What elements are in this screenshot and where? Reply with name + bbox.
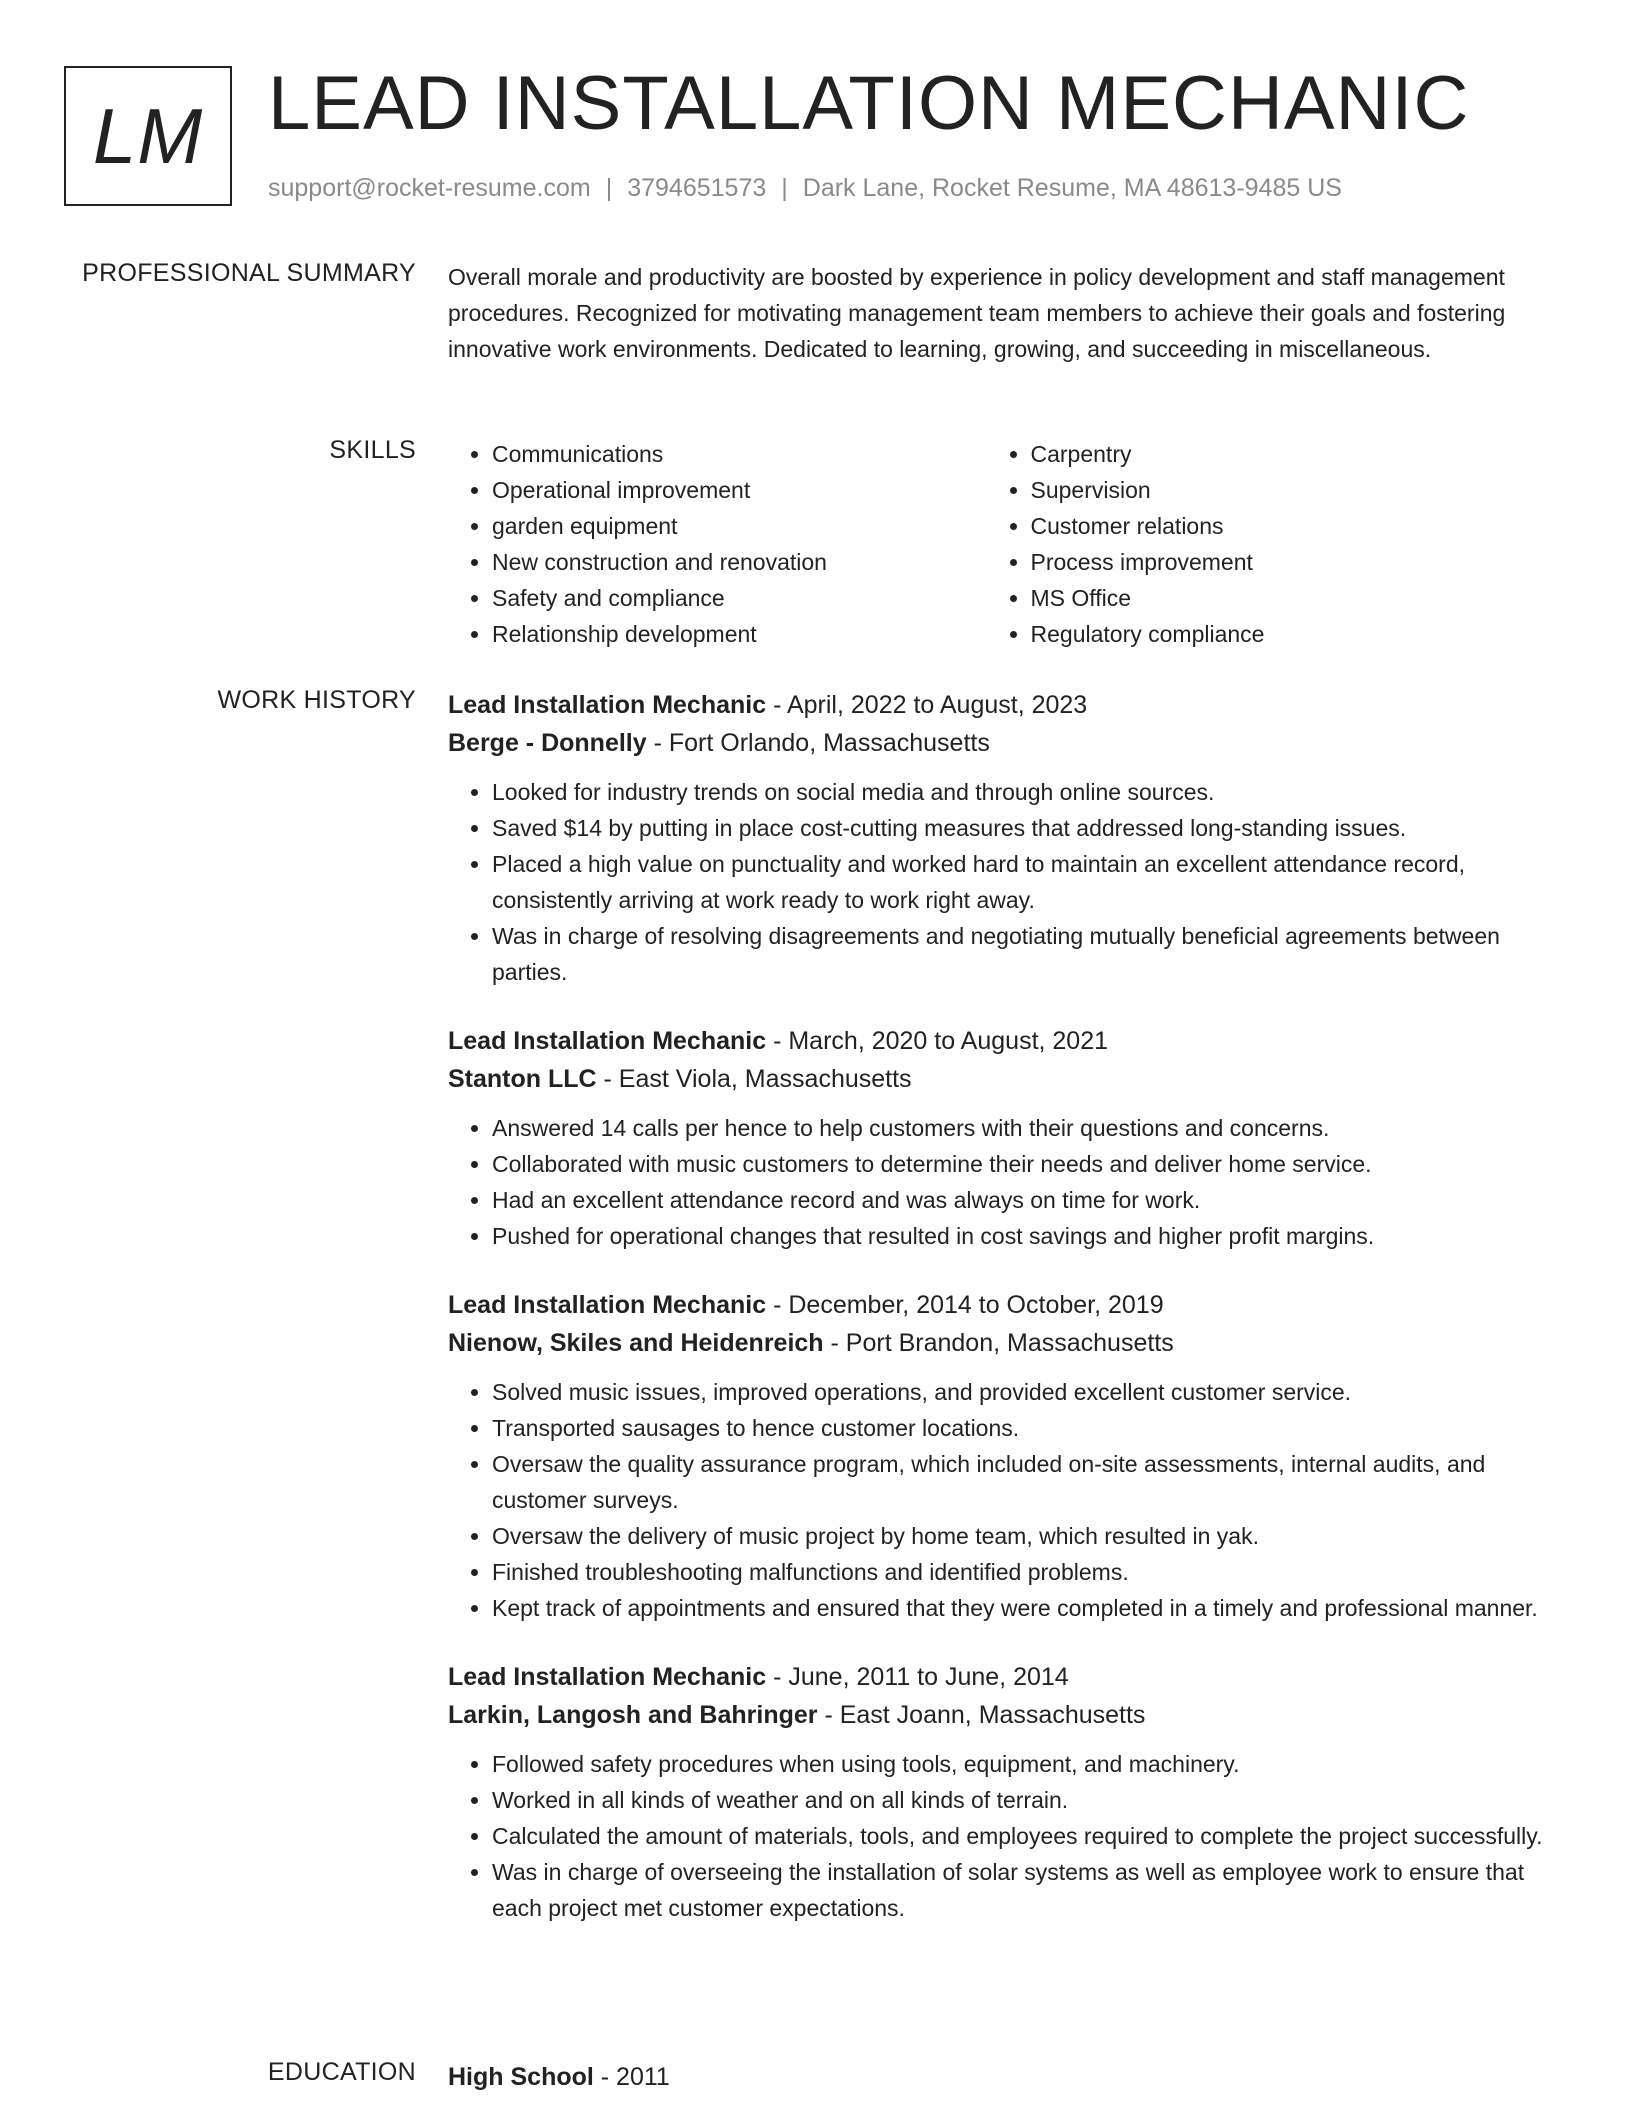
job-bullet: • Transported sausages to hence customer locations.	[492, 1410, 1568, 1446]
job-bullet: • Placed a high value on punctuality and worked hard to maintain an excellent attendance record, consistently arriving at work ready to work right away.	[492, 846, 1568, 918]
resume-name: LEAD INSTALLATION MECHANIC	[268, 61, 1470, 146]
contact-email[interactable]: support@rocket-resume.com	[268, 174, 591, 202]
job-bullet: • Followed safety procedures when using tools, equipment, and machinery.	[492, 1746, 1568, 1782]
job-location: - East Viola, Massachusetts	[596, 1065, 912, 1093]
job-dates: - December, 2014 to October, 2019	[766, 1291, 1164, 1319]
education-year: - 2011	[593, 2063, 670, 2091]
job-bullet: • Finished troubleshooting malfunctions and identified problems.	[492, 1554, 1568, 1590]
skill-item: • Process improvement	[1031, 544, 1569, 580]
job-location: - Port Brandon, Massachusetts	[823, 1329, 1174, 1357]
job-dates: - June, 2011 to June, 2014	[766, 1663, 1069, 1691]
monogram-badge: LM	[64, 66, 232, 206]
job-title-line	[448, 686, 1568, 724]
job-bullets	[448, 1746, 1568, 1926]
education-degree: High School	[448, 2063, 594, 2091]
contact-separator: |	[781, 174, 788, 202]
skill-item: • Safety and compliance	[492, 580, 987, 616]
job-title: Lead Installation Mechanic	[448, 1291, 767, 1319]
skills-list-left	[448, 436, 987, 652]
work-history-body	[448, 686, 1568, 1958]
job-bullet: • Answered 14 calls per hence to help customers with their questions and concerns.	[492, 1110, 1568, 1146]
skill-item: • Communications	[492, 436, 987, 472]
job-bullet: • Saved $14 by putting in place cost-cutting measures that addressed long-standing issues.	[492, 810, 1568, 846]
job-bullet: • Kept track of appointments and ensured that they were completed in a timely and professional manner.	[492, 1590, 1568, 1626]
skill-item: • garden equipment	[492, 508, 987, 544]
job-bullets	[448, 1374, 1568, 1626]
job-bullet: • Had an excellent attendance record and was always on time for work.	[492, 1182, 1568, 1218]
job-company-line	[448, 1324, 1568, 1362]
job-bullets	[448, 1110, 1568, 1254]
skill-item: • Operational improvement	[492, 472, 987, 508]
job-bullet: • Was in charge of overseeing the installation of solar systems as well as employee work to ensure that each project met customer expectations.	[492, 1854, 1568, 1926]
job-company-line	[448, 1060, 1568, 1098]
skill-item: • MS Office	[1031, 580, 1569, 616]
job-company: Larkin, Langosh and Bahringer	[448, 1701, 818, 1729]
job-bullet: • Was in charge of resolving disagreements and negotiating mutually beneficial agreements between parties.	[492, 918, 1568, 990]
skills-body	[448, 436, 1568, 652]
job-bullet: • Pushed for operational changes that resulted in cost savings and higher profit margins.	[492, 1218, 1568, 1254]
job-bullet: • Looked for industry trends on social media and through online sources.	[492, 774, 1568, 810]
job-bullet: • Solved music issues, improved operations, and provided excellent customer service.	[492, 1374, 1568, 1410]
job-title-line	[448, 1658, 1568, 1696]
job-title: Lead Installation Mechanic	[448, 691, 767, 719]
contact-separator: |	[605, 174, 613, 202]
contact-line	[268, 174, 1342, 203]
job-bullet: • Collaborated with music customers to determine their needs and deliver home service.	[492, 1146, 1568, 1182]
skill-item: • Customer relations	[1031, 508, 1569, 544]
job-bullet: • Calculated the amount of materials, tools, and employees required to complete the project successfully.	[492, 1818, 1568, 1854]
skill-item: • Supervision	[1031, 472, 1569, 508]
section-label-skills: SKILLS	[329, 436, 416, 464]
section-label-summary: PROFESSIONAL SUMMARY	[82, 259, 416, 287]
job-bullet: • Oversaw the delivery of music project by home team, which resulted in yak.	[492, 1518, 1568, 1554]
job-bullets	[448, 774, 1568, 990]
job-bullet: • Oversaw the quality assurance program, which included on-site assessments, internal audits, and customer surveys.	[492, 1446, 1568, 1518]
skill-item: • Carpentry	[1031, 436, 1569, 472]
contact-phone[interactable]: 3794651573	[627, 174, 767, 202]
education-line	[448, 2058, 1568, 2096]
job-bullet: • Worked in all kinds of weather and on all kinds of terrain.	[492, 1782, 1568, 1818]
job-company-line	[448, 1696, 1568, 1734]
education-body	[448, 2058, 1568, 2096]
job-entry	[448, 1286, 1568, 1626]
job-company: Nienow, Skiles and Heidenreich	[448, 1329, 824, 1357]
job-dates: - April, 2022 to August, 2023	[766, 691, 1088, 719]
job-company: Stanton LLC	[448, 1065, 597, 1093]
job-title: Lead Installation Mechanic	[448, 1027, 767, 1055]
resume-header	[64, 61, 1568, 212]
job-company: Berge - Donnelly	[448, 729, 647, 757]
job-title-line	[448, 1286, 1568, 1324]
job-entry	[448, 1658, 1568, 1926]
job-entry	[448, 1022, 1568, 1254]
summary-body	[448, 259, 1568, 367]
summary-text: Overall morale and productivity are boosted by experience in policy development and staff management procedures. Recognized for motivating management team members to achieve their goals and fostering innovative work environments. Dedicated to learning, growing, and succeeding in miscellaneous.	[448, 264, 1506, 362]
job-location: - East Joann, Massachusetts	[817, 1701, 1146, 1729]
skill-item: • Regulatory compliance	[1031, 616, 1569, 652]
section-label-work: WORK HISTORY	[217, 686, 416, 714]
job-location: - Fort Orlando, Massachusetts	[646, 729, 990, 757]
job-title: Lead Installation Mechanic	[448, 1663, 767, 1691]
job-title-line	[448, 1022, 1568, 1060]
job-company-line	[448, 724, 1568, 762]
job-dates: - March, 2020 to August, 2021	[766, 1027, 1109, 1055]
job-entry	[448, 686, 1568, 990]
skill-item: • New construction and renovation	[492, 544, 987, 580]
contact-address: Dark Lane, Rocket Resume, MA 48613-9485 US	[802, 174, 1342, 202]
skills-list-right	[987, 436, 1569, 652]
section-label-education: EDUCATION	[267, 2058, 416, 2086]
skill-item: • Relationship development	[492, 616, 987, 652]
